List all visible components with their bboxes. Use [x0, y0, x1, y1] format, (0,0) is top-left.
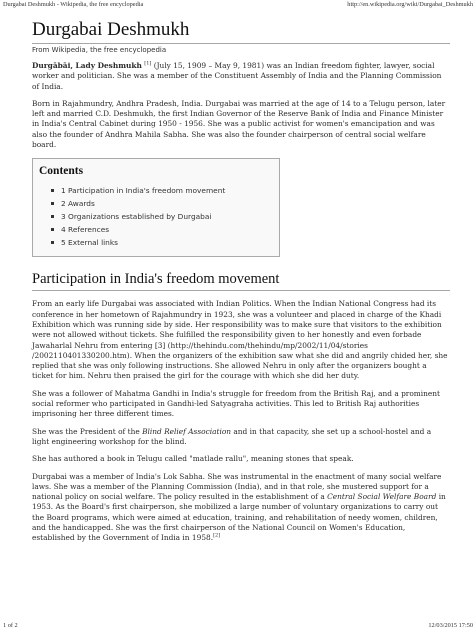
blind-relief-association: Blind Relief Association — [142, 426, 232, 436]
article-content — [32, 18, 450, 551]
toc-title: Contents — [39, 165, 84, 178]
page-title: Durgabai Deshmukh — [32, 18, 450, 44]
intro-text: (July 15, 1909 – May 9, 1981) was an Indian freedom fighter, lawyer, social worker and politician. She was a member of the Constituent Assembly of India and the Planning Commission of India. — [32, 61, 442, 91]
central-social-welfare-board: Central Social Welfare Board — [327, 492, 437, 502]
toc-list — [39, 184, 273, 249]
print-header-url[interactable]: http://en.wikipedia.org/wiki/Durgabai_Deshmukh — [347, 1, 473, 8]
section-paragraph: She was a follower of Mahatma Gandhi in India's struggle for freedom from the British Raj, and a prominent social reformer who participated in Gandhi-led Satyagraha activities. This led to British Raj authorities imprisoning her three different times. — [32, 388, 441, 419]
section-heading-freedom-movement: Participation in India's freedom movement — [32, 270, 450, 291]
toc-item-organizations[interactable]: 3 Organizations established by Durgabai — [51, 210, 273, 223]
section-paragraph: From an early life Durgabai was associated with Indian Politics. When the Indian National Congress had its conference in her hometown of Rajahmundry in 1923, she was a volunteer and placed in charge of the Khadi Exhibition which was running side by side. Her responsibility was to make sure that visitors to the exhibition were not allowed without tickets. She fulfilled the responsibility given to her honestly and even forbade Jawaharlal Nehru from entering [3] (http://thehindu.com/thehindu/mp/2002/11/04/stories /2002110401330200.htm). When the organizers of the exhibition saw what she did and angrily chided her, she replied that she was only following instructions. She allowed Nehru in only after the organizers bought a ticket for him. Nehru then praised the girl for the courage with which she did her duty. — [32, 299, 448, 381]
toc-item-freedom-movement[interactable]: 1 Participation in India's freedom movement — [51, 184, 273, 197]
intro-paragraph — [32, 61, 450, 92]
section-paragraph: Durgabai was a member of India's Lok Sabha. She was instrumental in the enactment of many social welfare laws. She was a member of the Planning Commission (India), and in that role, she mustered support for a national policy on social welfare. The policy resulted in the establishment of a Central Social Welfare Board in 1953. As the Board's first chairperson, she mobilized a large number of voluntary organizations to carry out the Board programs, which were aimed at education, training, and rehabilitation of needy women, children, and the handicapped. She was the first chairperson of the National Council on Women's Education, established by the Government of India in 1958.[2] — [32, 471, 446, 543]
table-of-contents — [32, 158, 280, 257]
section-paragraph: She has authored a book in Telugu called "matlade rallu", meaning stones that speak. — [32, 454, 354, 464]
print-footer — [0, 620, 474, 632]
page-subtitle: From Wikipedia, the free encyclopedia — [32, 46, 167, 54]
toc-item-references[interactable]: 4 References — [51, 223, 273, 236]
toc-item-external-links[interactable]: 5 External links — [51, 236, 273, 249]
section-paragraph: She was the President of the Blind Relief Association and in that capacity, she set up a school-hostel and a light engineering workshop for the blind. — [32, 426, 432, 446]
reference-link[interactable]: [2] — [213, 532, 221, 539]
subject-name: Durgābāi, Lady Deshmukh — [32, 61, 142, 70]
reference-link[interactable]: [1] — [144, 60, 152, 67]
page-number: 1 of 2 — [3, 622, 18, 629]
print-header-title: Durgabai Deshmukh - Wikipedia, the free encyclopedia — [3, 1, 144, 8]
print-header — [0, 0, 474, 10]
print-datetime: 12/03/2015 17:50 — [428, 622, 473, 629]
toc-item-awards[interactable]: 2 Awards — [51, 197, 273, 210]
biography-paragraph: Born in Rajahmundry, Andhra Pradesh, India. Durgabai was married at the age of 14 to a Telugu person, later left and married C.D. Deshmukh, the first Indian Governor of the Reserve Bank of India and Finance Minister in India's Central Cabinet during 1950 - 1956. She was a public activist for women's emancipation and was also the founder of Andhra Mahila Sabha. She was also the founder chairperson of central social welfare board. — [32, 98, 446, 150]
